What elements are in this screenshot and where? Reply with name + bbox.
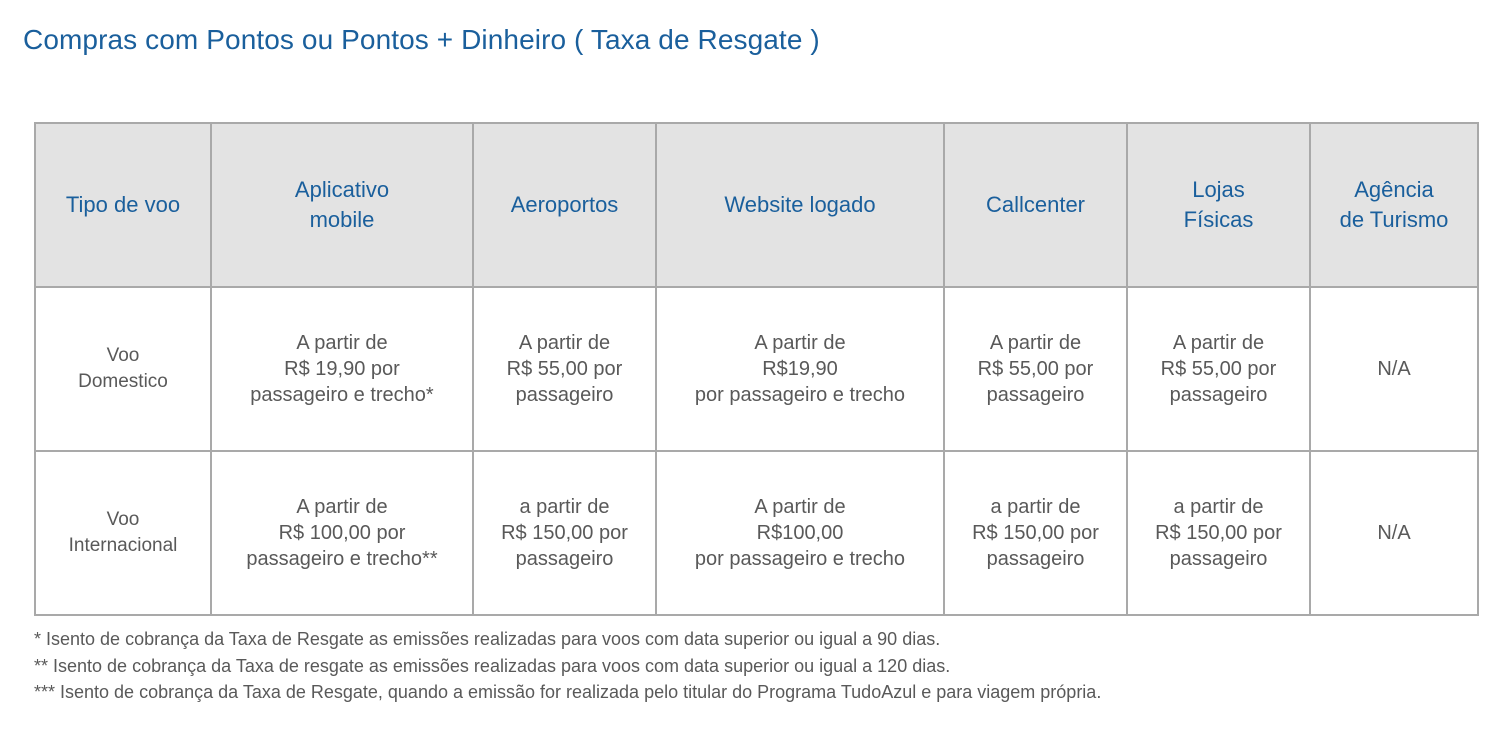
table-cell: A partir de R$ 55,00 por passageiro [944, 287, 1127, 451]
footnotes [34, 626, 1101, 706]
footnote-120-days: ** Isento de cobrança da Taxa de resgate as emissões realizadas para voos com data superior ou igual a 120 dias. [34, 655, 951, 676]
column-header-flight-type: Tipo de voo [35, 123, 211, 287]
table-cell: a partir de R$ 150,00 por passageiro [473, 451, 656, 615]
column-header-travel-agency: Agência de Turismo [1310, 123, 1478, 287]
table-cell: A partir de R$ 19,90 por passageiro e trecho* [211, 287, 473, 451]
column-header-mobile-app: Aplicativo mobile [211, 123, 473, 287]
column-header-website: Website logado [656, 123, 944, 287]
table-cell: A partir de R$ 55,00 por passageiro [473, 287, 656, 451]
table-header-row [35, 123, 1478, 287]
column-header-callcenter: Callcenter [944, 123, 1127, 287]
table-row-domestic [35, 287, 1478, 451]
table-cell: N/A [1310, 451, 1478, 615]
row-label-international: Voo Internacional [35, 451, 211, 615]
column-header-airports: Aeroportos [473, 123, 656, 287]
page-title: Compras com Pontos ou Pontos + Dinheiro ( Taxa de Resgate ) [23, 24, 820, 55]
table-cell: N/A [1310, 287, 1478, 451]
footnote-90-days: * Isento de cobrança da Taxa de Resgate as emissões realizadas para voos com data superior ou igual a 90 dias. [34, 629, 941, 649]
row-label-domestic: Voo Domestico [35, 287, 211, 451]
table-row-international [35, 451, 1478, 615]
table-cell: A partir de R$ 55,00 por passageiro [1127, 287, 1310, 451]
redemption-fee-table [34, 122, 1479, 616]
table-cell: A partir de R$19,90 por passageiro e trecho [656, 287, 944, 451]
table-cell: A partir de R$100,00 por passageiro e trecho [656, 451, 944, 615]
table-cell: A partir de R$ 100,00 por passageiro e trecho** [211, 451, 473, 615]
table-cell: a partir de R$ 150,00 por passageiro [1127, 451, 1310, 615]
footnote-account-holder: *** Isento de cobrança da Taxa de Resgate, quando a emissão for realizada pelo titular do Programa TudoAzul e para viagem própria. [34, 682, 1102, 702]
column-header-physical-stores: Lojas Físicas [1127, 123, 1310, 287]
table-cell: a partir de R$ 150,00 por passageiro [944, 451, 1127, 615]
